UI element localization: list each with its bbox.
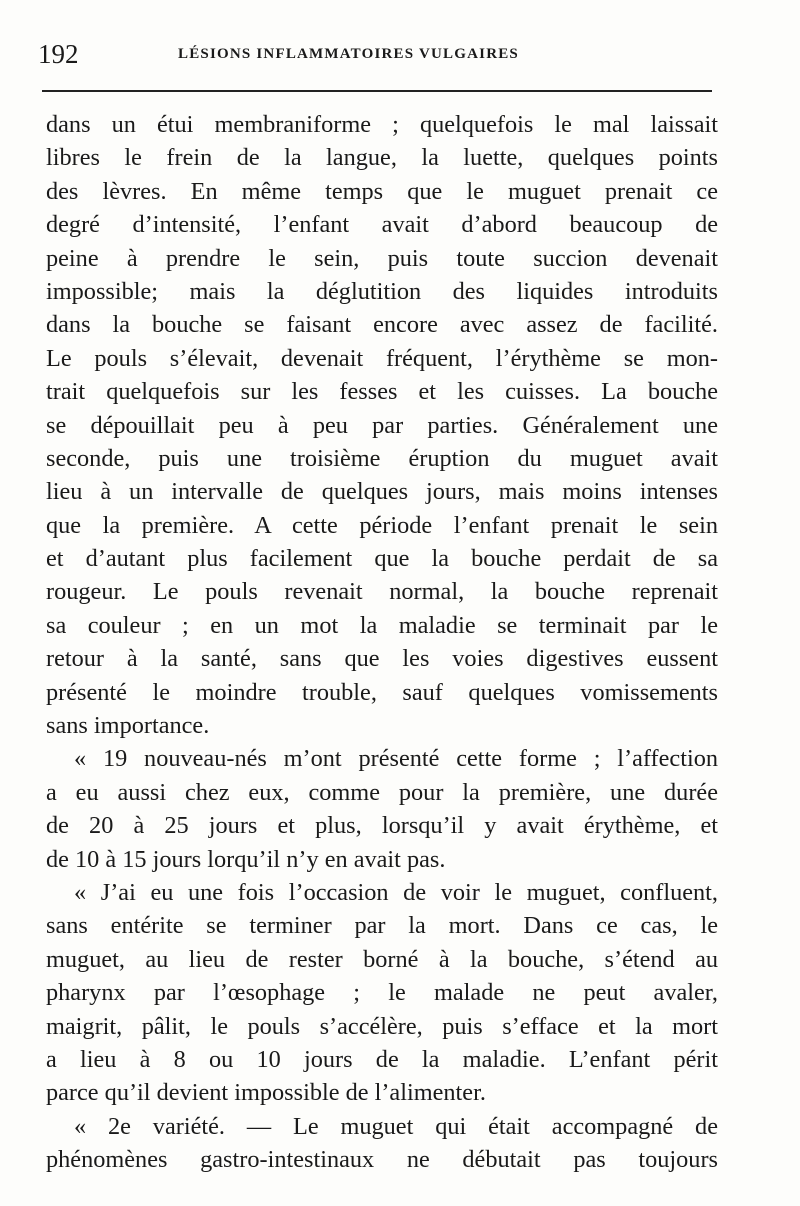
text-line: peine à prendre le sein, puis toute succion devenait xyxy=(46,244,718,272)
text-line: sans importance. xyxy=(46,712,210,740)
text-line: « 2e variété. — Le muguet qui était accompagné de xyxy=(74,1112,718,1140)
text-line: rougeur. Le pouls revenait normal, la bouche reprenait xyxy=(46,578,718,606)
text-line: Le pouls s’élevait, devenait fréquent, l’érythème se mon- xyxy=(46,344,718,372)
body-text xyxy=(46,108,718,1177)
text-line: lieu à un intervalle de quelques jours, mais moins intenses xyxy=(46,478,718,506)
text-line: dans la bouche se faisant encore avec assez de facilité. xyxy=(46,311,718,339)
text-line: se dépouillait peu à peu par parties. Généralement une xyxy=(46,411,718,439)
text-line: que la première. A cette période l’enfant prenait le sein xyxy=(46,511,718,539)
text-line: et d’autant plus facilement que la bouche perdait de sa xyxy=(46,545,718,573)
text-line: présenté le moindre trouble, sauf quelques vomissements xyxy=(46,678,718,706)
text-line: de 20 à 25 jours et plus, lorsqu’il y avait érythème, et xyxy=(46,812,718,840)
text-line: dans un étui membraniforme ; quelquefois le mal laissait xyxy=(46,111,718,138)
running-title: LÉSIONS INFLAMMATOIRES VULGAIRES xyxy=(178,46,519,62)
text-line: pharynx par l’œsophage ; le malade ne peut avaler, xyxy=(46,979,718,1007)
text-line: impossible; mais la déglutition des liquides introduits xyxy=(46,277,718,305)
text-line: des lèvres. En même temps que le muguet prenait ce xyxy=(46,177,718,205)
text-line: « 19 nouveau-nés m’ont présenté cette forme ; l’affection xyxy=(74,745,718,773)
text-line: libres le frein de la langue, la luette, quelques points xyxy=(46,144,718,172)
text-line: degré d’intensité, l’enfant avait d’abord beaucoup de xyxy=(46,211,718,239)
text-line: sa couleur ; en un mot la maladie se terminait par le xyxy=(46,611,718,639)
text-line: retour à la santé, sans que les voies digestives eussent xyxy=(46,645,718,673)
text-line: maigrit, pâlit, le pouls s’accélère, puis s’efface et la mort xyxy=(46,1012,718,1040)
text-line: a eu aussi chez eux, comme pour la première, une durée xyxy=(46,778,718,806)
text-line: parce qu’il devient impossible de l’alimenter. xyxy=(46,1079,486,1107)
text-line: a lieu à 8 ou 10 jours de la maladie. L’enfant périt xyxy=(46,1045,718,1073)
text-line: trait quelquefois sur les fesses et les cuisses. La bouche xyxy=(46,378,718,406)
text-line: seconde, puis une troisième éruption du muguet avait xyxy=(46,444,718,472)
text-line: sans entérite se terminer par la mort. Dans ce cas, le xyxy=(46,912,718,940)
running-head xyxy=(38,36,718,76)
text-line: de 10 à 15 jours lorqu’il n’y en avait pas. xyxy=(46,845,446,873)
text-line: « J’ai eu une fois l’occasion de voir le muguet, confluent, xyxy=(74,878,718,906)
text-line: phénomènes gastro-intestinaux ne débutait pas toujours xyxy=(46,1146,718,1174)
text-line: muguet, au lieu de rester borné à la bouche, s’étend au xyxy=(46,945,718,973)
header-rule xyxy=(42,90,712,92)
page-number: 192 xyxy=(38,39,79,69)
